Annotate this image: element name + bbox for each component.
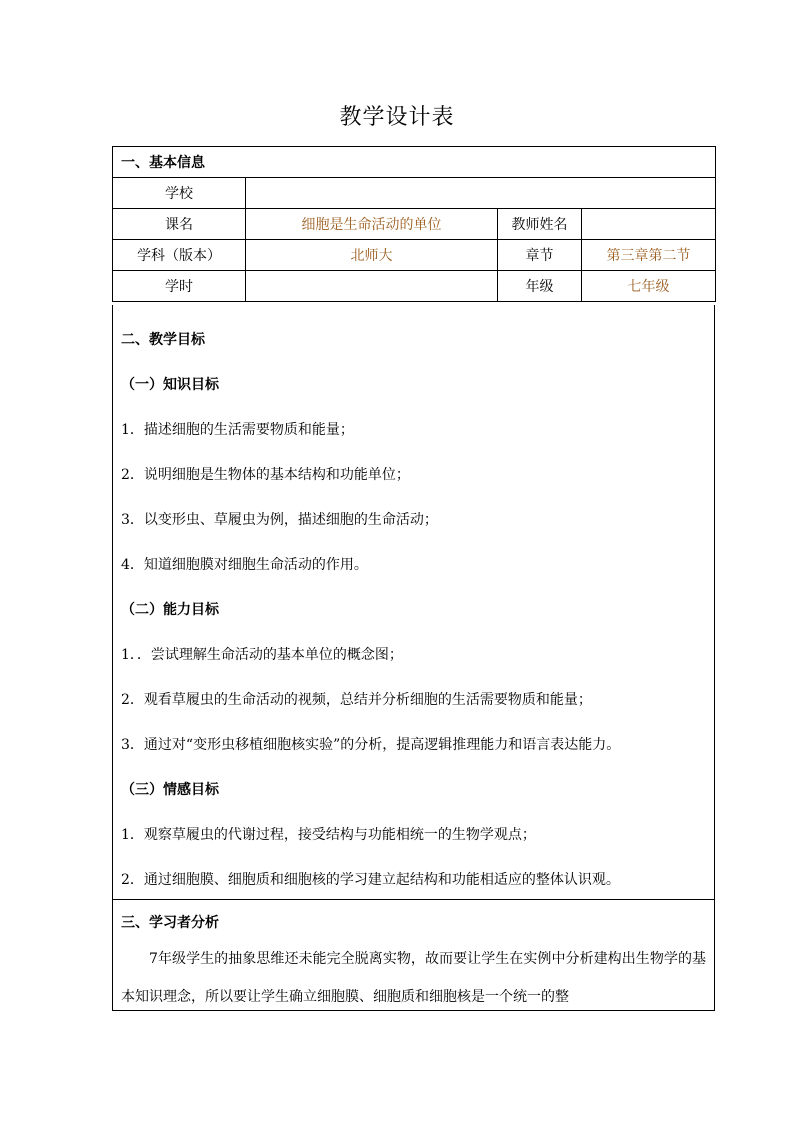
knowledge-item: 1．描述细胞的生活需要物质和能量； <box>121 422 354 438</box>
ability-header: （二）能力目标 <box>121 602 219 618</box>
basic-info-header: 一、基本信息 <box>113 147 716 178</box>
ability-item: 1．．尝试理解生命活动的基本单位的概念图； <box>121 647 403 663</box>
subject-label: 学科（版本） <box>113 240 246 271</box>
knowledge-item: 4．知道细胞膜对细胞生命活动的作用。 <box>121 557 368 573</box>
knowledge-item: 2．说明细胞是生物体的基本结构和功能单位； <box>121 467 410 483</box>
subject-value: 北师大 <box>246 240 498 271</box>
knowledge-header: （一）知识目标 <box>121 377 219 393</box>
ability-item: 3．通过对“变形虫移植细胞核实验”的分析，提高逻辑推理能力和语言表达能力。 <box>121 737 621 753</box>
school-value <box>246 178 716 209</box>
school-label: 学校 <box>113 178 246 209</box>
emotion-header: （三）情感目标 <box>121 782 219 798</box>
grade-label: 年级 <box>498 271 582 302</box>
page-title: 教学设计表 <box>339 105 455 130</box>
chapter-value: 第三章第二节 <box>582 240 716 271</box>
teacher-value <box>582 209 716 240</box>
basic-info-table <box>112 146 716 302</box>
teacher-label: 教师姓名 <box>498 209 582 240</box>
grade-value: 七年级 <box>582 271 716 302</box>
knowledge-item: 3．以变形虫、草履虫为例，描述细胞的生命活动； <box>121 512 438 528</box>
objectives-header: 二、教学目标 <box>121 332 205 348</box>
objectives-section <box>112 305 715 900</box>
course-label: 课名 <box>113 209 246 240</box>
course-value: 细胞是生命活动的单位 <box>246 209 498 240</box>
learner-header: 三、学习者分析 <box>121 915 219 931</box>
learner-paragraph: 7年级学生的抽象思维还未能完全脱离实物，故而要让学生在实例中分析建构出生物学的基本知识理念，所以要让学生确立细胞膜、细胞质和细胞核是一个统一的整 <box>121 951 706 1005</box>
ability-item: 2．观看草履虫的生命活动的视频，总结并分析细胞的生活需要物质和能量； <box>121 692 592 708</box>
hours-value <box>246 271 498 302</box>
emotion-item: 1．观察草履虫的代谢过程，接受结构与功能相统一的生物学观点； <box>121 827 536 843</box>
chapter-label: 章节 <box>498 240 582 271</box>
hours-label: 学时 <box>113 271 246 302</box>
learner-section <box>112 900 715 1011</box>
emotion-item: 2．通过细胞膜、细胞质和细胞核的学习建立起结构和功能相适应的整体认识观。 <box>121 872 620 888</box>
